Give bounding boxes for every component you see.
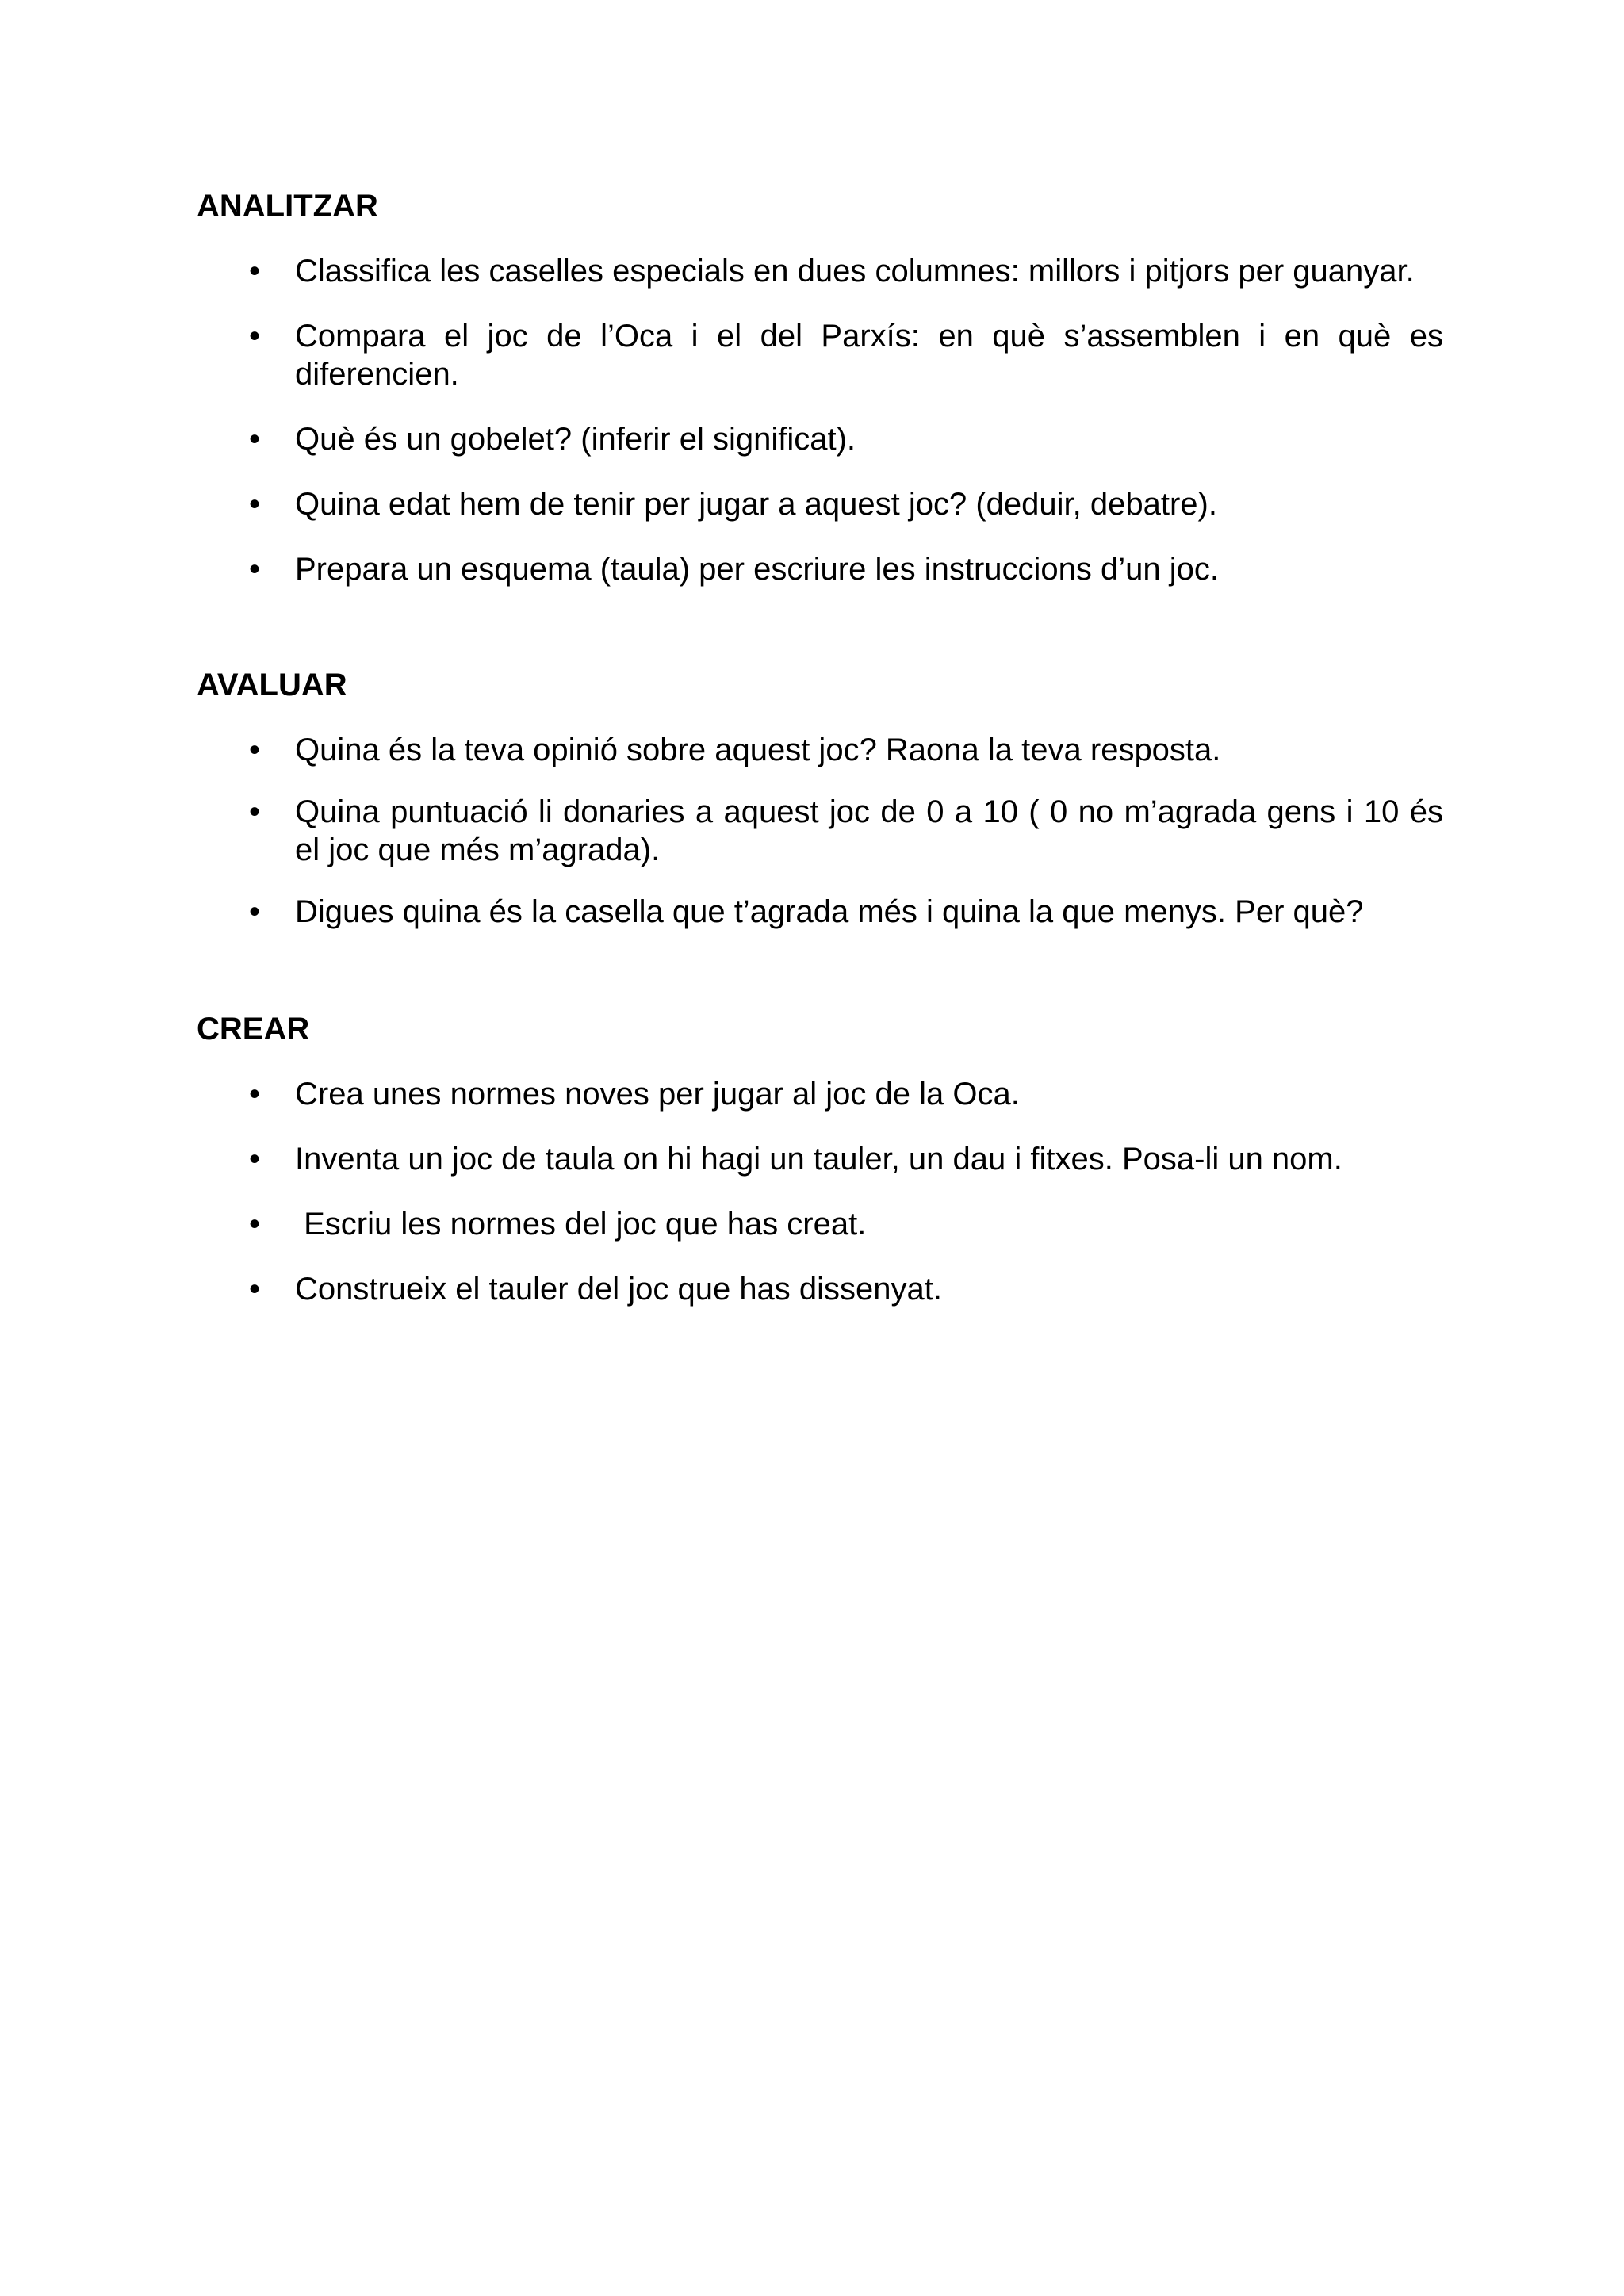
bullet-icon: • [249,254,261,289]
list-item [197,252,1443,290]
bullet-icon: • [249,422,261,457]
bullet-list [197,731,1443,931]
bullet-icon: • [249,733,261,767]
list-item-text: Crea unes normes noves per jugar al joc de la Oca. [295,1077,1020,1112]
list-item-text: Quina edat hem de tenir per jugar a aquest joc? (deduir, debatre). [295,487,1217,522]
list-item-text: Digues quina és la casella que t’agrada més i quina la que menys. Per què? [295,894,1364,929]
list-item-text: Compara el joc de l’Oca i el del Parxís: en què s’assemblen i en què es diferencien. [295,319,1443,392]
list-item [197,1140,1443,1178]
bullet-list [197,1075,1443,1308]
bullet-icon: • [249,1207,261,1242]
bullet-icon: • [249,794,261,829]
section-heading: AVALUAR [197,668,347,702]
list-item [197,550,1443,588]
list-item-text: Prepara un esquema (taula) per escriure les instruccions d’un joc. [295,552,1220,587]
list-item [197,317,1443,393]
list-item [197,485,1443,523]
bullet-icon: • [249,487,261,522]
section-heading: CREAR [197,1012,310,1047]
list-item-text: Inventa un joc de taula on hi hagi un tauler, un dau i fitxes. Posa-li un nom. [295,1142,1342,1177]
list-item-text: Escriu les normes del joc que has creat. [295,1207,867,1242]
list-item [197,1270,1443,1308]
list-item [197,1205,1443,1243]
list-item-text: Quina puntuació li donaries a aquest joc de 0 a 10 ( 0 no m’agrada gens i 10 és el joc que més m’agrada). [295,794,1443,867]
list-item [197,1075,1443,1113]
bullet-icon: • [249,319,261,354]
section-crear [197,1010,1443,1308]
list-item [197,893,1443,931]
bullet-icon: • [249,1272,261,1307]
section-avaluar [197,666,1443,931]
document-content [197,187,1443,1308]
list-item-text: Construeix el tauler del joc que has dissenyat. [295,1272,943,1307]
list-item [197,731,1443,769]
list-item-text: Quina és la teva opinió sobre aquest joc? Raona la teva resposta. [295,733,1221,767]
list-item [197,793,1443,869]
list-item-text: Què és un gobelet? (inferir el significat). [295,422,856,457]
bullet-icon: • [249,1077,261,1112]
bullet-icon: • [249,552,261,587]
section-heading: ANALITZAR [197,189,378,224]
section-analitzar [197,187,1443,588]
bullet-list [197,252,1443,588]
list-item-text: Classifica les caselles especials en dues columnes: millors i pitjors per guanyar. [295,254,1415,289]
list-item [197,420,1443,458]
bullet-icon: • [249,1142,261,1177]
bullet-icon: • [249,894,261,929]
